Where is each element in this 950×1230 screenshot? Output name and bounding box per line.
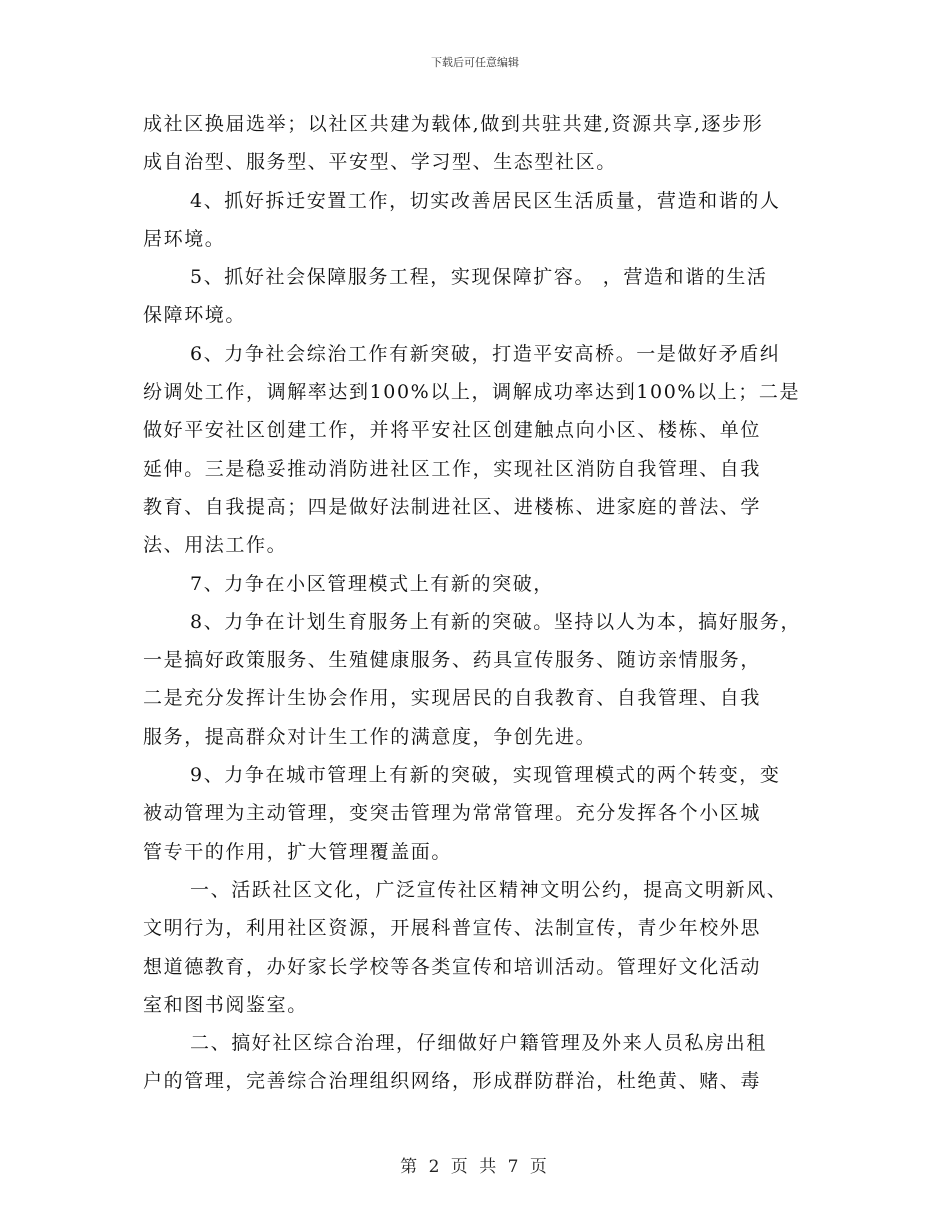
text-line: 做好平安社区创建工作，并将平安社区创建触点向小区、楼栋、单位 [143,419,762,442]
text-line: 居环境。 [143,227,226,250]
text-line: 服务，提高群众对计生工作的满意度，争创先进。 [143,725,597,748]
paragraph-item-9: 9、力争在城市管理上有新的突破，实现管理模式的两个转变，变 [190,764,781,787]
text-line: 室和图书阅鉴室。 [143,993,308,1016]
text-line: 户的管理，完善综合治理组织网络，形成群防群治，杜绝黄、赌、毒 [143,1070,762,1093]
paragraph-item-5: 5、抓好社会保障服务工程，实现保障扩容。 ，营造和谐的生活 [190,266,768,289]
text-line: 管专干的作用，扩大管理覆盖面。 [143,840,453,863]
text-line: 成自治型、服务型、平安型、学习型、生态型社区。 [143,151,617,174]
text-line: 延伸。三是稳妥推动消防进社区工作，实现社区消防自我管理、自我 [143,457,762,480]
text-line: 一是搞好政策服务、生殖健康服务、药具宣传服务、随访亲情服务， [143,649,762,672]
paragraph-section-1: 一、活跃社区文化，广泛宣传社区精神文明公约，提高文明新风、 [190,878,788,901]
paragraph-item-4: 4、抓好拆迁安置工作，切实改善居民区生活质量，营造和谐的人 [190,189,781,212]
text-line: 被动管理为主动管理，变突击管理为常常管理。充分发挥各个小区城 [143,802,762,825]
text-line: 想道德教育，办好家长学校等各类宣传和培训活动。管理好文化活动 [143,955,762,978]
paragraph-section-2: 二、搞好社区综合治理，仔细做好户籍管理及外来人员私房出租 [190,1032,767,1055]
paragraph-item-6: 6、力争社会综治工作有新突破，打造平安高桥。一是做好矛盾纠 [190,342,781,365]
paragraph-item-8: 8、力争在计划生育服务上有新的突破。坚持以人为本，搞好服务， [190,610,802,633]
text-line: 二是充分发挥计生协会作用，实现居民的自我教育、自我管理、自我 [143,687,762,710]
text-line: 保障环境。 [143,304,247,327]
document-body [143,105,823,1101]
text-line: 成社区换届选举；以社区共建为载体,做到共驻共建,资源共享,逐步形 [143,113,764,135]
text-line: 文明行为，利用社区资源，开展科普宣传、法制宣传，青少年校外思 [143,917,762,940]
page-number: 第 2 页 共 7 页 [400,1157,550,1177]
page-header: 下载后可任意编辑 [431,56,519,69]
text-line: 教育、自我提高；四是做好法制进社区、进楼栋、进家庭的普法、学 [143,495,762,518]
text-line: 法、用法工作。 [143,534,288,557]
paragraph-item-7: 7、力争在小区管理模式上有新的突破， [190,572,554,595]
text-line: 纷调处工作，调解率达到100%以上，调解成功率达到100%以上；二是 [143,381,801,404]
